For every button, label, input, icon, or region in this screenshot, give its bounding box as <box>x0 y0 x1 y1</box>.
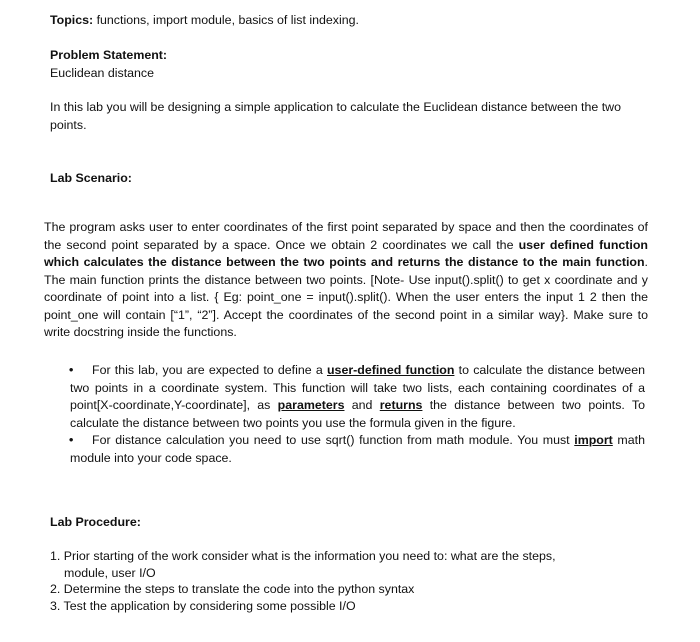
topics-label: Topics: <box>50 13 94 27</box>
list-item <box>70 432 645 467</box>
requirements-list <box>70 362 645 467</box>
bullet2-keyword-import: import <box>574 433 613 447</box>
list-item <box>50 598 650 615</box>
list-item <box>70 362 645 432</box>
bullet1-keyword-user-defined-function: user-defined function <box>326 363 455 377</box>
scenario-text-1: The program asks user to enter coordinates of the first point separated by space and then the coordinates of the second point separated by a space. Once we obtain 2 coordinates we call the <box>44 220 648 252</box>
topics-line <box>50 12 359 30</box>
scenario-heading: Lab Scenario: <box>50 171 132 185</box>
step3-text: 3. Test the application by considering some possible I/O <box>50 598 356 613</box>
bullet-icon: • <box>69 363 74 377</box>
procedure-heading: Lab Procedure: <box>50 515 141 529</box>
step1-line1: 1. Prior starting of the work consider what is the information you need to: what are the steps, <box>50 549 556 563</box>
list-item <box>50 581 650 598</box>
bullet2-text-2: math module into your code space. <box>70 433 645 465</box>
bullet1-text-1: For this lab, you are expected to define a <box>92 363 327 377</box>
problem-title: Euclidean distance <box>50 66 155 80</box>
bullet-icon: • <box>69 433 74 447</box>
step2-text: 2. Determine the steps to translate the code into the python syntax <box>50 582 415 596</box>
bullet1-keyword-returns: returns <box>379 398 423 412</box>
list-item <box>50 548 650 581</box>
scenario-bold-text: user defined function which calculates the distance between the two points and returns the distance to the main function <box>44 237 648 269</box>
bullet1-keyword-parameters: parameters <box>277 398 345 412</box>
problem-heading: Problem Statement: <box>50 48 168 62</box>
scenario-paragraph <box>44 219 648 342</box>
intro-paragraph: In this lab you will be designing a simple application to calculate the Euclidean distance between the two points. <box>50 100 622 132</box>
bullet1-text-4: the distance between two points. To calculate the distance between two points you use the formula given in the figure. <box>70 398 646 430</box>
procedure-steps <box>50 548 650 614</box>
step1-line2: module, user I/O <box>64 565 156 580</box>
bullet1-text-2: to calculate the distance between two points in a coordinate system. This function will take two lists, each containing coordinates of a point[X-coordinate,Y-coordinate], as <box>70 363 645 412</box>
bullet2-text-1: For distance calculation you need to use sqrt() function from math module. You must <box>92 433 575 447</box>
bullet1-text-3: and <box>344 398 380 412</box>
scenario-text-2: . The main function prints the distance between two points. [Note- Use input().split() to get x coordinate and y coordinate of point into a list. { Eg: point_one = input().split(). When the user enters the input 1 2 then the point_one will contain [“1”, “2”]. Accept the coordinates of the second point in a similar way}. Make sure to write docstring inside the functions. <box>44 255 648 339</box>
topics-text: functions, import module, basics of list indexing. <box>93 13 359 27</box>
